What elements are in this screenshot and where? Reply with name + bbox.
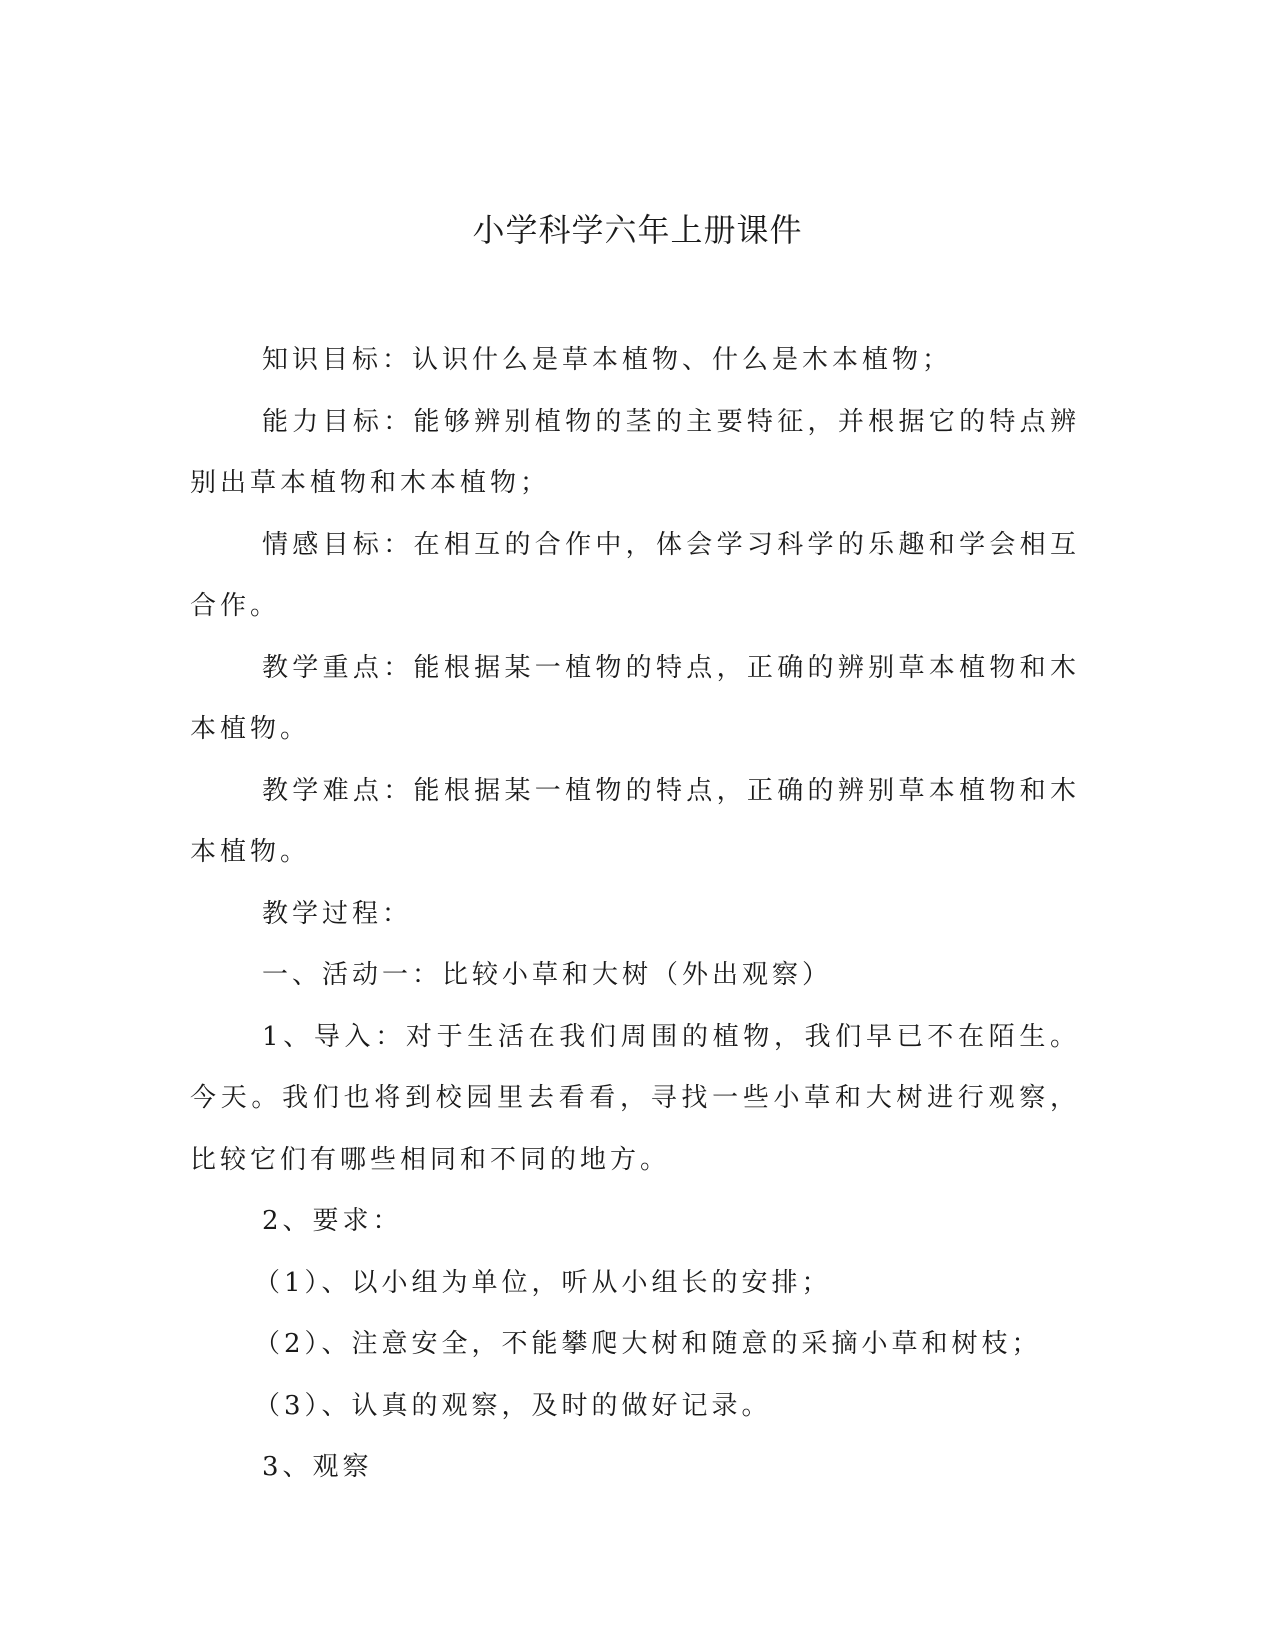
paragraph-teaching-process: 教学过程： xyxy=(262,898,413,929)
paragraph-requirement-3: （3）、认真的观察，及时的做好记录。 xyxy=(254,1390,772,1421)
paragraph-activity-one: 一、活动一：比较小草和大树（外出观察） xyxy=(262,960,833,990)
paragraph-emotion-goal: 情感目标：在相互的合作中，体会学习科学的乐趣和学会相互合作。 xyxy=(190,529,1080,621)
paragraph-requirement-2: （2）、注意安全，不能攀爬大树和随意的采摘小草和树枝； xyxy=(254,1329,1042,1359)
document-body xyxy=(190,330,1080,1499)
paragraph-ability-goal: 能力目标：能够辨别植物的茎的主要特征，并根据它的特点辨别出草本植物和木本植物； xyxy=(190,406,1080,498)
paragraph-observation: 3、观察 xyxy=(262,1452,373,1482)
paragraph-requirements: 2、要求： xyxy=(262,1206,403,1236)
paragraph-knowledge-goal: 知识目标：认识什么是草本植物、什么是木本植物； xyxy=(262,345,953,375)
paragraph-introduction: 1、导入：对于生活在我们周围的植物，我们早已不在陌生。今天。我们也将到校园里去看看，寻找一些小草和大树进行观察，比较它们有哪些相同和不同的地方。 xyxy=(190,1021,1080,1175)
paragraph-requirement-1: （1）、以小组为单位，听从小组长的安排； xyxy=(254,1267,832,1298)
paragraph-teaching-difficulty: 教学难点：能根据某一植物的特点，正确的辨别草本植物和木本植物。 xyxy=(190,775,1080,867)
document-title: 小学科学六年上册课件 xyxy=(472,211,803,249)
paragraph-teaching-focus: 教学重点：能根据某一植物的特点，正确的辨别草本植物和木本植物。 xyxy=(190,652,1080,744)
